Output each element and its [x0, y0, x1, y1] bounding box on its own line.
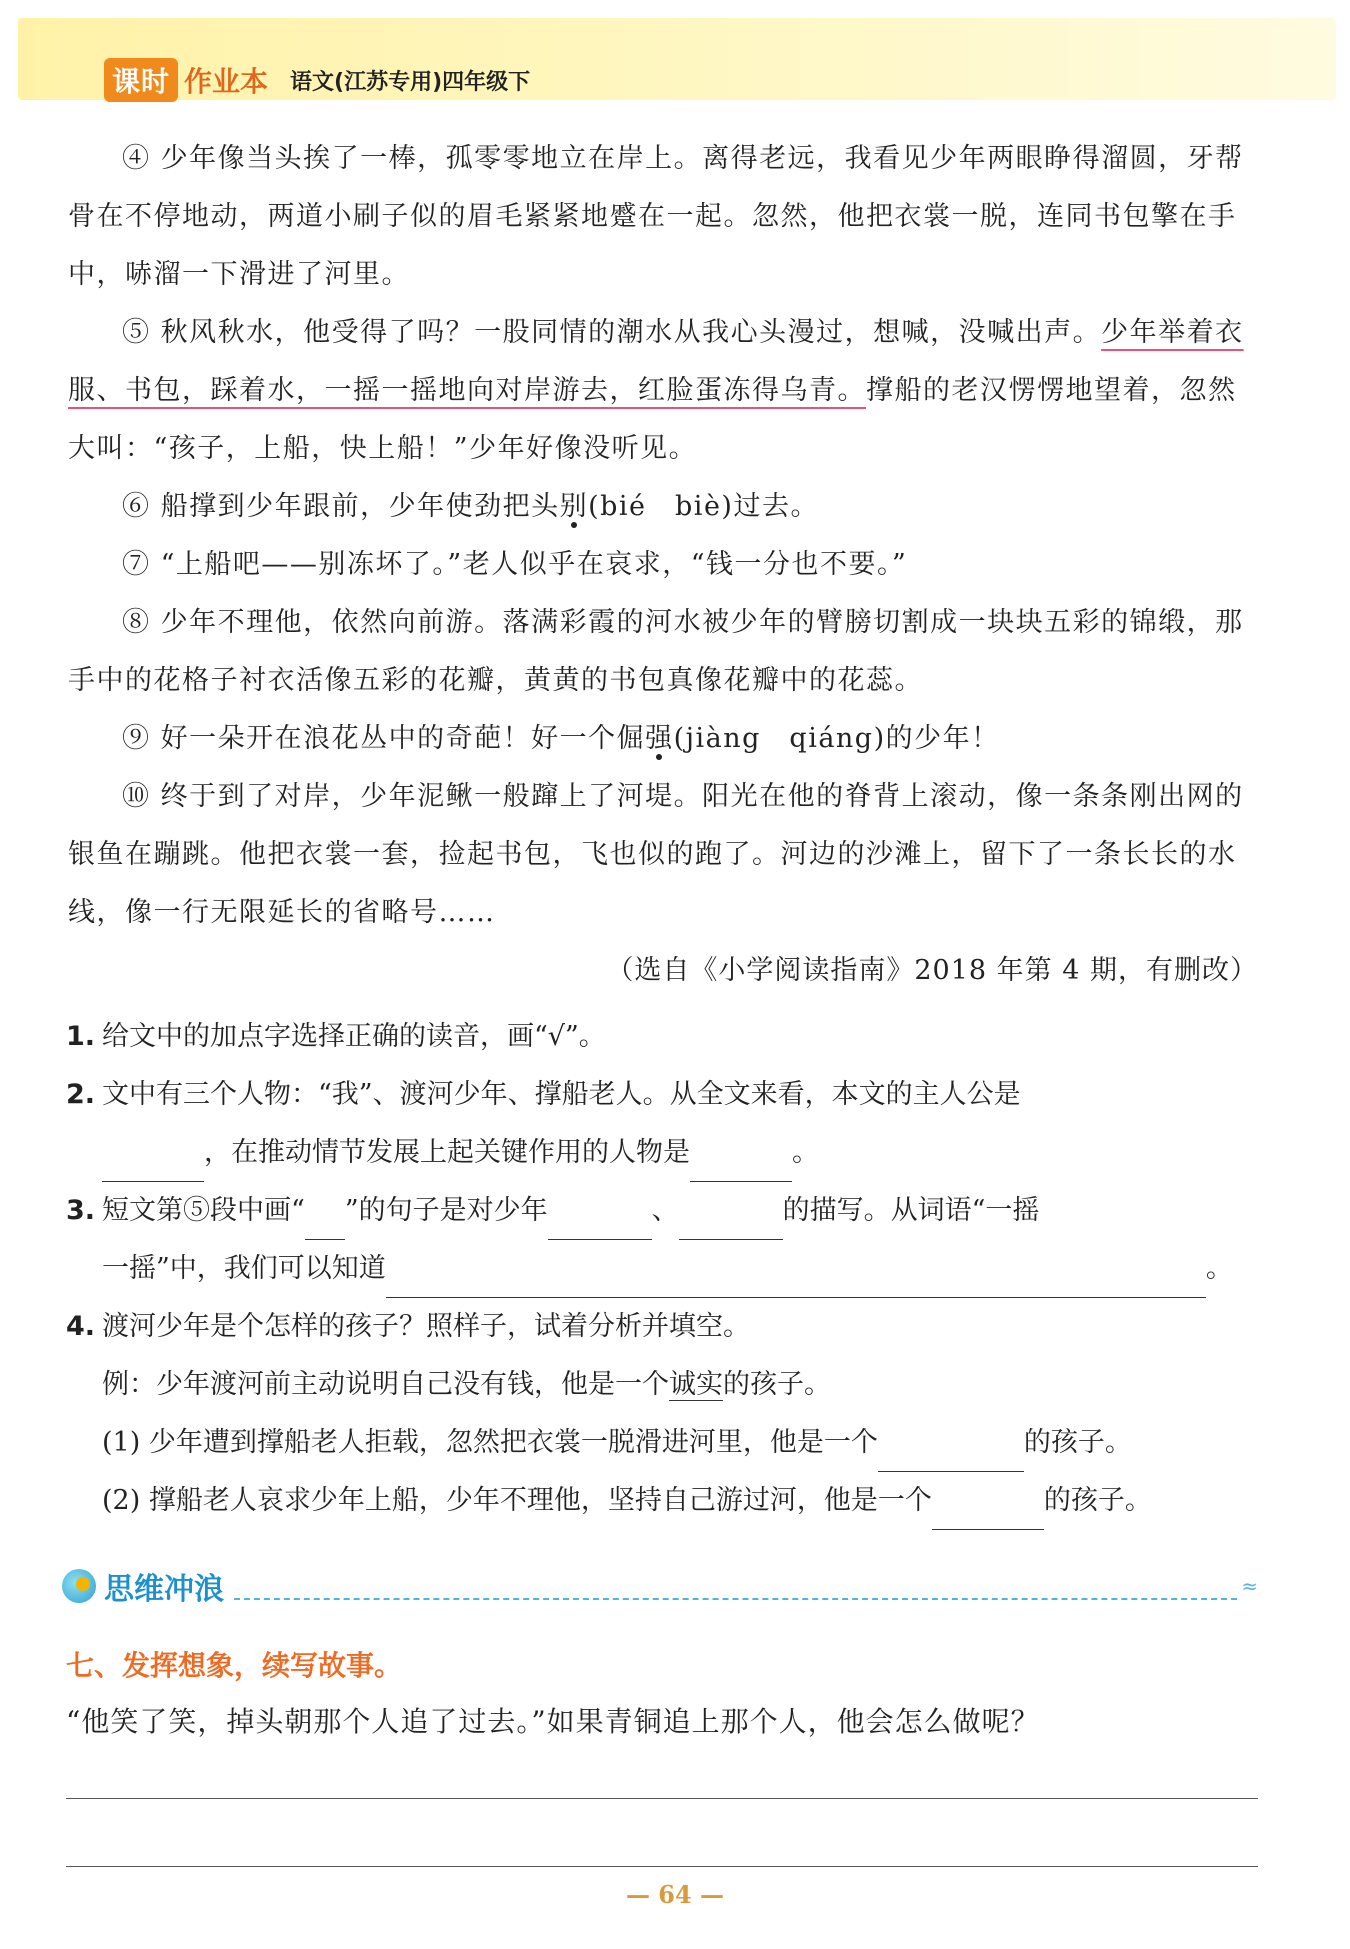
answer-blank-protagonist[interactable]: [102, 1147, 204, 1182]
brand-badge: 课时: [104, 58, 178, 102]
question-3-text-d: 一摇”中，我们可以知道: [102, 1253, 386, 1284]
question-2-line-2: [66, 1124, 1261, 1182]
questions: [66, 1008, 1261, 1530]
question-4-1: [66, 1414, 1261, 1472]
question-3-line-2: [66, 1240, 1261, 1298]
paragraph-9-end: (jiàng qiáng)的少年！: [673, 723, 1000, 754]
question-4-number: 4.: [66, 1311, 96, 1342]
underline-sample: [305, 1213, 345, 1240]
section-divider: [234, 1598, 1237, 1600]
section-title: 思维冲浪: [104, 1572, 224, 1607]
question-3-sep: 、: [651, 1195, 679, 1226]
question-4-2-text: (2) 撑船老人哀求少年上船，少年不理他，坚持自己游过河，他是一个: [102, 1485, 932, 1516]
paragraph-5-start: ⑤ 秋风秋水，他受得了吗？一股同情的潮水从我心头漫过，想喊，没喊出声。: [122, 317, 1102, 348]
wave-end-icon: ≈: [1241, 1574, 1258, 1598]
answer-blank-desc-2[interactable]: [679, 1205, 783, 1240]
section-header: [62, 1564, 1258, 1608]
question-2-number: 2.: [66, 1079, 96, 1110]
paragraph-10: ⑩ 终于到了对岸，少年泥鳅一般蹿上了河堤。阳光在他的脊背上滚动，像一条条刚出网的银鱼在蹦跳。他把衣裳一套，捡起书包，飞也似的跑了。河边的沙滩上，留下了一条长长的水线，像一行无限延长的省略号……: [68, 781, 1244, 928]
example-word: 诚实: [669, 1369, 723, 1400]
question-4: [66, 1298, 1261, 1356]
question-3-text-b: ”的句子是对少年: [344, 1195, 548, 1226]
page-number: — 64 —: [625, 1880, 725, 1909]
example-text-a: 例：少年渡河前主动说明自己没有钱，他是一个: [102, 1369, 669, 1400]
passage: [68, 130, 1258, 1000]
source-citation: （选自《小学阅读指南》2018 年第 4 期，有删改）: [606, 955, 1258, 986]
question-3-text-a: 短文第⑤段中画“: [102, 1195, 305, 1226]
question-1: [66, 1008, 1261, 1066]
paragraph-7: ⑦ “上船吧——别冻坏了。”老人似乎在哀求，“钱一分也不要。”: [122, 549, 908, 580]
question-4-1-end: 的孩子。: [1023, 1427, 1132, 1458]
paragraph-6: [68, 478, 1258, 536]
question-1-number: 1.: [66, 1021, 96, 1052]
answer-blank-know[interactable]: [386, 1263, 1206, 1298]
paragraph-9: [68, 710, 1258, 768]
dotted-char-bie: 别: [559, 491, 589, 522]
task-prompt: “他笑了笑，掉头朝那个人追了过去。”如果青铜追上那个人，他会怎么做呢？: [66, 1705, 1040, 1738]
question-4-2-end: 的孩子。: [1043, 1485, 1152, 1516]
brand-name: 作业本: [184, 65, 269, 98]
answer-blank-4-1[interactable]: [878, 1437, 1024, 1472]
question-4-example: [66, 1356, 1261, 1414]
answer-blank-4-2[interactable]: [932, 1495, 1044, 1530]
writing-line-2[interactable]: [66, 1866, 1258, 1867]
question-2-end: 。: [792, 1137, 819, 1168]
brand-subject: 语文(江苏专用)四年级下: [290, 69, 531, 95]
answer-blank-desc-1[interactable]: [548, 1205, 652, 1240]
question-2-text: 文中有三个人物：“我”、渡河少年、撑船老人。从全文来看，本文的主人公是: [102, 1079, 1021, 1110]
question-1-text: 给文中的加点字选择正确的读音，画“√”。: [102, 1021, 606, 1052]
paragraph-5-end: 撑船的老汉愣愣地望着，忽然大叫：“孩子，上船，快上船！”少年好像没听见。: [68, 375, 1237, 464]
question-4-text: 渡河少年是个怎样的孩子？照样子，试着分析并填空。: [102, 1311, 750, 1342]
paragraph-5: [68, 304, 1258, 478]
question-3-number: 3.: [66, 1195, 96, 1226]
question-2-text-2: ，在推动情节发展上起关键作用的人物是: [204, 1137, 690, 1168]
underlined-sentence: 少年举着衣服、书包，踩着水，一摇一摇地向对岸游去，红脸蛋冻得乌青。: [68, 317, 1244, 406]
question-4-2: [66, 1472, 1261, 1530]
wave-icon: [62, 1569, 96, 1603]
task-title: 七、发挥想象，续写故事。: [66, 1649, 403, 1682]
paragraph-9-start: ⑨ 好一朵开在浪花丛中的奇葩！好一个倔: [122, 723, 646, 754]
example-text-b: 的孩子。: [723, 1369, 831, 1400]
writing-line-1[interactable]: [66, 1798, 1258, 1799]
question-3: [66, 1182, 1261, 1240]
header-brand: [104, 58, 530, 102]
dotted-char-qiang: 强: [645, 723, 674, 754]
paragraph-8: ⑧ 少年不理他，依然向前游。落满彩霞的河水被少年的臂膀切割成一块块五彩的锦缎，那手中的花格子衬衣活像五彩的花瓣，黄黄的书包真像花瓣中的花蕊。: [68, 607, 1244, 696]
question-4-1-text: (1) 少年遭到撑船老人拒载，忽然把衣裳一脱滑进河里，他是一个: [102, 1427, 878, 1458]
paragraph-6-start: ⑥ 船撑到少年跟前，少年使劲把头: [122, 491, 560, 522]
question-2: [66, 1066, 1261, 1124]
paragraph-6-end: (bié biè)过去。: [588, 491, 819, 522]
question-3-text-c: 的描写。从词语“一摇: [782, 1195, 1040, 1226]
answer-blank-key-character[interactable]: [690, 1147, 792, 1182]
question-3-end: 。: [1205, 1253, 1233, 1284]
paragraph-4: ④ 少年像当头挨了一棒，孤零零地立在岸上。离得老远，我看见少年两眼睁得溜圆，牙帮骨在不停地动，两道小刷子似的眉毛紧紧地蹙在一起。忽然，他把衣裳一脱，连同书包擎在手中，哧溜一下滑进了河里。: [68, 143, 1244, 290]
